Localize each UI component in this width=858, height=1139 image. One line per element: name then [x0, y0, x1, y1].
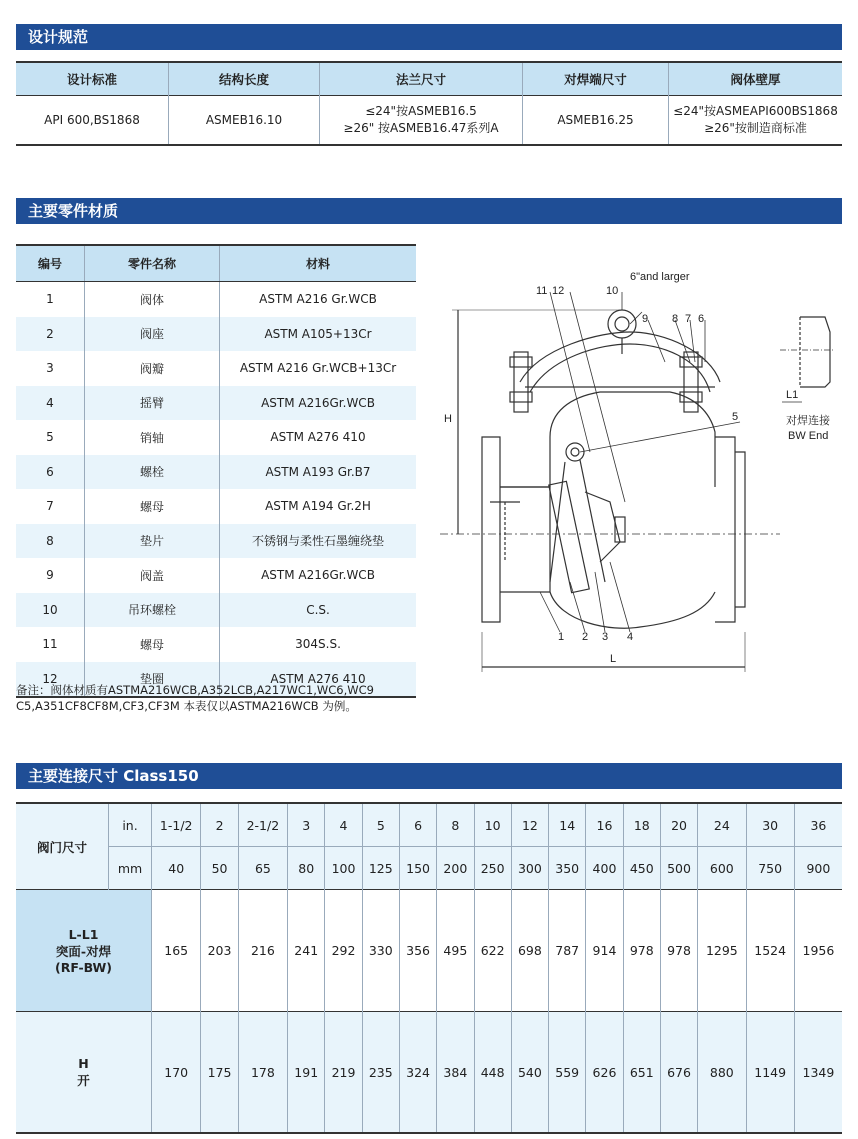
h-value-cell: 324 — [399, 1012, 436, 1134]
table-row — [16, 351, 416, 386]
l-value-cell: 1524 — [746, 890, 794, 1012]
inch-cell: 10 — [474, 803, 511, 847]
cell-bw-end: ASMEB16.25 — [523, 96, 669, 146]
callout-2: 2 — [582, 631, 589, 643]
mm-cell: 40 — [152, 847, 201, 890]
cell-name: 吊环螺栓 — [85, 593, 220, 628]
cell-name: 螺栓 — [85, 455, 220, 490]
cell-no: 3 — [16, 351, 85, 386]
cell-no: 1 — [16, 282, 85, 317]
th-part-name: 零件名称 — [85, 245, 220, 282]
valve-cross-section-drawing — [430, 262, 840, 682]
mm-cell: 300 — [511, 847, 548, 890]
l-value-cell: 330 — [362, 890, 399, 1012]
cell-material: ASTM A216 Gr.WCB+13Cr — [239, 361, 397, 376]
table-row — [16, 627, 416, 662]
h-value-cell: 384 — [437, 1012, 474, 1134]
inch-cell: 2 — [201, 803, 238, 847]
cell-material: C.S. — [220, 593, 417, 628]
mm-cell: 350 — [549, 847, 586, 890]
cell-material: ASTM A276 410 — [220, 662, 417, 698]
label-large: 6"and larger — [630, 271, 690, 283]
callout-8: 8 — [672, 313, 679, 325]
l-value-cell: 495 — [437, 890, 474, 1012]
table-row — [16, 524, 416, 559]
callout-3: 3 — [602, 631, 609, 643]
table-row — [16, 282, 416, 317]
h-value-cell: 448 — [474, 1012, 511, 1134]
h-value-cell: 880 — [698, 1012, 746, 1134]
callout-10: 10 — [606, 285, 619, 297]
inch-cell: 14 — [549, 803, 586, 847]
callout-1: 1 — [558, 631, 565, 643]
inch-cell: 16 — [586, 803, 623, 847]
cell-no: 7 — [16, 489, 85, 524]
l-value-cell: 292 — [325, 890, 362, 1012]
l-value-cell: 978 — [623, 890, 660, 1012]
mm-cell: 500 — [660, 847, 697, 890]
cell-material: ASTM A216 Gr.WCB — [259, 292, 377, 307]
mm-cell: 80 — [288, 847, 325, 890]
table-row — [16, 386, 416, 421]
unit-in: in. — [109, 803, 152, 847]
callout-4: 4 — [627, 631, 634, 643]
callout-6: 6 — [698, 313, 705, 325]
inch-cell: 3 — [288, 803, 325, 847]
h-value-cell: 170 — [152, 1012, 201, 1134]
cell-name: 销轴 — [85, 420, 220, 455]
section-design-title: 设计规范 — [16, 24, 842, 50]
h-value-cell: 219 — [325, 1012, 362, 1134]
th-material: 材料 — [220, 245, 417, 282]
cell-material: ASTM A216Gr.WCB — [261, 568, 375, 583]
h-value-cell: 1349 — [794, 1012, 842, 1134]
h-value-cell: 1149 — [746, 1012, 794, 1134]
callout-5: 5 — [732, 411, 739, 423]
cell-material: 不锈钢与柔性石墨缠绕垫 — [220, 524, 417, 559]
cell-material: 304S.S. — [295, 637, 341, 652]
th-standard: 设计标准 — [16, 62, 169, 96]
mm-cell: 125 — [362, 847, 399, 890]
callout-12: 12 — [552, 285, 565, 297]
row-header-l — [16, 890, 152, 1012]
cell-wall-line2: ≥26"按制造商标准 — [704, 121, 807, 135]
mm-cell: 50 — [201, 847, 238, 890]
section-materials-title: 主要零件材质 — [16, 198, 842, 224]
h-value-cell: 651 — [623, 1012, 660, 1134]
cell-standard: API 600,BS1868 — [16, 96, 169, 146]
l-value-cell: 978 — [660, 890, 697, 1012]
l-value-cell: 787 — [549, 890, 586, 1012]
table-header-row — [16, 62, 842, 96]
l-value-cell: 203 — [201, 890, 238, 1012]
inch-cell: 5 — [362, 803, 399, 847]
cell-name: 螺母 — [85, 627, 220, 662]
h-value-cell: 676 — [660, 1012, 697, 1134]
section-dimensions-title: 主要连接尺寸 Class150 — [16, 763, 842, 789]
unit-mm: mm — [109, 847, 152, 890]
cell-name: 螺母 — [85, 489, 220, 524]
cell-flange-line1: ≤24"按ASMEB16.5 — [365, 104, 477, 118]
mm-cell: 400 — [586, 847, 623, 890]
l-value-cell: 914 — [586, 890, 623, 1012]
cell-wall — [669, 96, 843, 146]
cell-no: 12 — [16, 662, 85, 698]
h-value-cell: 178 — [238, 1012, 287, 1134]
cell-name: 阀体 — [85, 282, 220, 317]
table-row — [16, 593, 416, 628]
bw-label-line2: BW End — [788, 430, 829, 442]
dimensions-table — [16, 802, 842, 1134]
cell-flange — [320, 96, 523, 146]
dim-l1: L1 — [786, 389, 799, 401]
row-mm — [16, 847, 842, 890]
cell-no: 2 — [16, 317, 85, 352]
inch-cell: 18 — [623, 803, 660, 847]
dim-h: H — [444, 413, 452, 425]
cell-wall-line1: ≤24"按ASMEAPI600BS1868 — [673, 104, 838, 118]
cell-no: 8 — [16, 524, 85, 559]
inch-cell: 20 — [660, 803, 697, 847]
l-label-line2: 突面-对焊 — [55, 943, 112, 959]
cell-material: ASTM A105+13Cr — [220, 317, 417, 352]
cell-flange-line2: ≥26" 按ASMEB16.47系列A — [343, 121, 499, 135]
cell-name: 阀座 — [85, 317, 220, 352]
cell-no: 6 — [16, 455, 85, 490]
cell-no: 4 — [16, 386, 85, 421]
mm-cell: 250 — [474, 847, 511, 890]
callout-11: 11 — [536, 285, 548, 297]
l-value-cell: 622 — [474, 890, 511, 1012]
table-header-row — [16, 245, 416, 282]
mm-cell: 65 — [238, 847, 287, 890]
h-value-cell: 559 — [549, 1012, 586, 1134]
row-header-h — [16, 1012, 152, 1134]
cell-material: ASTM A193 Gr.B7 — [220, 455, 417, 490]
l-value-cell: 216 — [238, 890, 287, 1012]
cell-name: 阀盖 — [85, 558, 220, 593]
cell-name: 垫圈 — [85, 662, 220, 698]
inch-cell: 2-1/2 — [238, 803, 287, 847]
inch-cell: 30 — [746, 803, 794, 847]
th-bw-end: 对焊端尺寸 — [523, 62, 669, 96]
cell-name: 垫片 — [85, 524, 220, 559]
h-value-cell: 175 — [201, 1012, 238, 1134]
inch-cell: 36 — [794, 803, 842, 847]
table-row — [16, 455, 416, 490]
inch-cell: 8 — [437, 803, 474, 847]
inch-cell: 12 — [511, 803, 548, 847]
note-line1: 备注：阀体材质有ASTMA216WCB,A352LCB,A217WC1,WC6,WC9 — [16, 683, 374, 697]
row-header-size: 阀门尺寸 — [16, 803, 109, 890]
cell-length: ASMEB16.10 — [169, 96, 320, 146]
h-value-cell: 191 — [288, 1012, 325, 1134]
cell-no: 10 — [16, 593, 85, 628]
l-value-cell: 165 — [152, 890, 201, 1012]
l-value-cell: 241 — [288, 890, 325, 1012]
l-label-line1: L-L1 — [68, 926, 99, 942]
table-row — [16, 317, 416, 352]
mm-cell: 450 — [623, 847, 660, 890]
cell-material: ASTM A194 Gr.2H — [265, 499, 371, 514]
table-row — [16, 96, 842, 146]
inch-cell: 24 — [698, 803, 746, 847]
h-value-cell: 540 — [511, 1012, 548, 1134]
mm-cell: 150 — [399, 847, 436, 890]
l-value-cell: 1956 — [794, 890, 842, 1012]
cell-no: 9 — [16, 558, 85, 593]
inch-cell: 1-1/2 — [152, 803, 201, 847]
h-label-line2: 开 — [77, 1072, 90, 1088]
h-label-line1: H — [78, 1055, 89, 1071]
th-no: 编号 — [16, 245, 85, 282]
callout-7: 7 — [685, 313, 692, 325]
note-line2: C5,A351CF8CF8M,CF3,CF3M 本表仅以ASTMA216WCB 为例。 — [16, 699, 357, 713]
l-value-cell: 1295 — [698, 890, 746, 1012]
l-label-line3: (RF-BW) — [54, 959, 113, 975]
row-h — [16, 1012, 842, 1134]
cell-material: ASTM A276 410 — [270, 430, 366, 445]
th-length: 结构长度 — [169, 62, 320, 96]
cell-no: 11 — [16, 627, 85, 662]
h-value-cell: 626 — [586, 1012, 623, 1134]
materials-table — [16, 244, 416, 698]
l-value-cell: 356 — [399, 890, 436, 1012]
cell-name: 阀瓣 — [85, 351, 220, 386]
th-wall: 阀体壁厚 — [669, 62, 843, 96]
cell-name: 摇臂 — [85, 386, 220, 421]
l-value-cell: 698 — [511, 890, 548, 1012]
h-value-cell: 235 — [362, 1012, 399, 1134]
cell-no: 5 — [16, 420, 85, 455]
bw-label-line1: 对焊连接 — [786, 415, 830, 427]
mm-cell: 600 — [698, 847, 746, 890]
design-spec-table — [16, 61, 842, 146]
th-flange: 法兰尺寸 — [320, 62, 523, 96]
inch-cell: 4 — [325, 803, 362, 847]
table-row — [16, 420, 416, 455]
materials-note — [16, 682, 416, 714]
mm-cell: 750 — [746, 847, 794, 890]
inch-cell: 6 — [399, 803, 436, 847]
mm-cell: 900 — [794, 847, 842, 890]
dim-l: L — [610, 653, 617, 665]
row-l — [16, 890, 842, 1012]
mm-cell: 100 — [325, 847, 362, 890]
mm-cell: 200 — [437, 847, 474, 890]
row-inch — [16, 803, 842, 847]
callout-9: 9 — [642, 313, 649, 325]
table-row — [16, 558, 416, 593]
table-row — [16, 489, 416, 524]
cell-material: ASTM A216Gr.WCB — [220, 386, 417, 421]
